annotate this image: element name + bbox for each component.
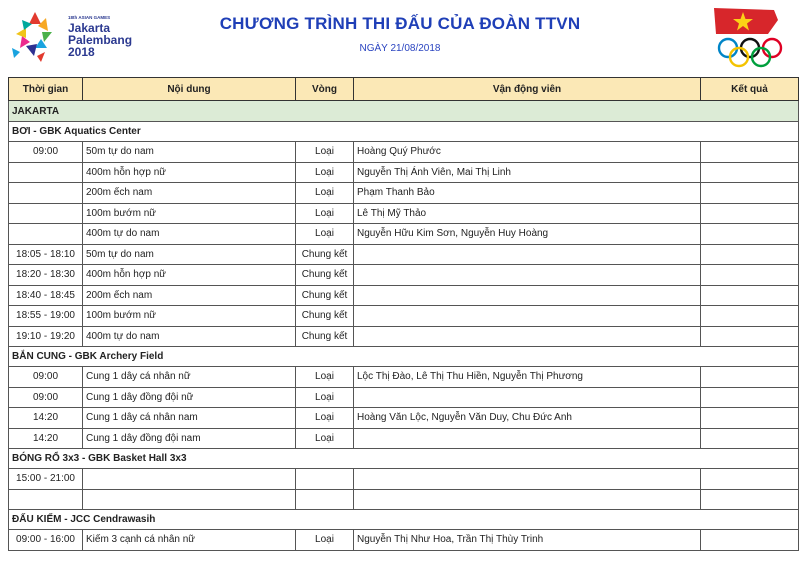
athletes-cell: Lộc Thị Đào, Lê Thị Thu Hiền, Nguyễn Thị Phương — [354, 367, 701, 388]
athletes-cell — [354, 428, 701, 449]
table-row — [9, 469, 799, 490]
event-cell: 400m hỗn hợp nữ — [83, 162, 296, 183]
logo-line1: Jakarta — [68, 21, 111, 35]
time-cell: 18:40 - 18:45 — [9, 285, 83, 306]
venue-row — [9, 510, 799, 530]
result-cell — [701, 162, 799, 183]
col-header-round: Vòng — [296, 78, 354, 101]
table-row — [9, 265, 799, 286]
athletes-cell: Hoàng Văn Lộc, Nguyễn Văn Duy, Chu Đức Anh — [354, 408, 701, 429]
logo-line2: Palembang — [68, 33, 133, 47]
table-row — [9, 224, 799, 245]
time-cell — [9, 203, 83, 224]
round-cell: Chung kết — [296, 285, 354, 306]
event-cell: 200m ếch nam — [83, 285, 296, 306]
table-row — [9, 326, 799, 347]
athletes-cell: Lê Thị Mỹ Thảo — [354, 203, 701, 224]
event-cell: Cung 1 dây cá nhân nữ — [83, 367, 296, 388]
round-cell: Loại — [296, 203, 354, 224]
time-cell — [9, 224, 83, 245]
event-cell: Cung 1 dây đồng đội nam — [83, 428, 296, 449]
time-cell: 18:55 - 19:00 — [9, 306, 83, 327]
table-row — [9, 162, 799, 183]
time-cell: 14:20 — [9, 428, 83, 449]
venue-row — [9, 449, 799, 469]
event-cell: 400m tự do nam — [83, 224, 296, 245]
result-cell — [701, 530, 799, 551]
vietnam-olympic-emblem — [708, 4, 792, 70]
result-cell — [701, 408, 799, 429]
asian-games-emblem-icon — [12, 12, 52, 62]
athletes-cell — [354, 469, 701, 490]
athletes-cell: Hoàng Quý Phước — [354, 142, 701, 163]
page-date: NGÀY 21/08/2018 — [359, 43, 441, 54]
round-cell — [296, 489, 354, 510]
athletes-cell — [354, 326, 701, 347]
table-row — [9, 244, 799, 265]
venue-row — [9, 122, 799, 142]
round-cell: Loại — [296, 428, 354, 449]
page-title: CHƯƠNG TRÌNH THI ĐẤU CỦA ĐOÀN TTVN — [219, 14, 581, 33]
round-cell: Chung kết — [296, 265, 354, 286]
athletes-cell: Nguyễn Thị Ánh Viên, Mai Thị Linh — [354, 162, 701, 183]
event-cell: Cung 1 dây cá nhân nam — [83, 408, 296, 429]
table-row — [9, 489, 799, 510]
table-row — [9, 142, 799, 163]
time-cell: 09:00 — [9, 387, 83, 408]
result-cell — [701, 326, 799, 347]
city-label: JAKARTA — [9, 101, 799, 122]
result-cell — [701, 469, 799, 490]
result-cell — [701, 285, 799, 306]
event-cell: 100m bướm nữ — [83, 306, 296, 327]
round-cell: Loại — [296, 530, 354, 551]
time-cell: 19:10 - 19:20 — [9, 326, 83, 347]
result-cell — [701, 183, 799, 204]
event-cell: 50m tự do nam — [83, 244, 296, 265]
venue-label: BƠI - GBK Aquatics Center — [9, 122, 799, 142]
asian-games-logo — [10, 8, 140, 64]
result-cell — [701, 244, 799, 265]
col-header-athletes: Vận động viên — [354, 78, 701, 101]
time-cell — [9, 183, 83, 204]
event-cell: 400m tự do nam — [83, 326, 296, 347]
time-cell: 15:00 - 21:00 — [9, 469, 83, 490]
col-header-result: Kết quả — [701, 78, 799, 101]
table-row — [9, 367, 799, 388]
col-header-time: Thời gian — [9, 78, 83, 101]
vietnam-flag-icon — [714, 8, 778, 34]
time-cell: 09:00 — [9, 367, 83, 388]
athletes-cell — [354, 489, 701, 510]
event-cell: Kiếm 3 cạnh cá nhân nữ — [83, 530, 296, 551]
result-cell — [701, 387, 799, 408]
result-cell — [701, 306, 799, 327]
logo-small-text: 18th ASIAN GAMES — [68, 15, 111, 20]
table-row — [9, 408, 799, 429]
result-cell — [701, 265, 799, 286]
athletes-cell: Nguyễn Thị Như Hoa, Trần Thị Thùy Trinh — [354, 530, 701, 551]
time-cell: 09:00 — [9, 142, 83, 163]
time-cell — [9, 162, 83, 183]
table-row — [9, 203, 799, 224]
round-cell: Loại — [296, 162, 354, 183]
col-header-event: Nội dung — [83, 78, 296, 101]
round-cell: Loại — [296, 408, 354, 429]
table-row — [9, 183, 799, 204]
time-cell — [9, 489, 83, 510]
time-cell: 09:00 - 16:00 — [9, 530, 83, 551]
round-cell: Chung kết — [296, 244, 354, 265]
athletes-cell: Nguyễn Hữu Kim Sơn, Nguyễn Huy Hoàng — [354, 224, 701, 245]
time-cell: 14:20 — [9, 408, 83, 429]
round-cell: Loại — [296, 224, 354, 245]
schedule-body — [9, 101, 799, 551]
event-cell — [83, 489, 296, 510]
event-cell: 50m tự do nam — [83, 142, 296, 163]
athletes-cell — [354, 265, 701, 286]
athletes-cell — [354, 387, 701, 408]
time-cell: 18:20 - 18:30 — [9, 265, 83, 286]
city-row — [9, 101, 799, 122]
result-cell — [701, 428, 799, 449]
table-row — [9, 428, 799, 449]
result-cell — [701, 489, 799, 510]
round-cell: Loại — [296, 142, 354, 163]
schedule-table — [8, 77, 799, 551]
table-row — [9, 306, 799, 327]
result-cell — [701, 142, 799, 163]
result-cell — [701, 224, 799, 245]
table-row — [9, 285, 799, 306]
time-cell: 18:05 - 18:10 — [9, 244, 83, 265]
olympic-rings-icon — [719, 39, 781, 66]
event-cell: Cung 1 dây đồng đội nữ — [83, 387, 296, 408]
athletes-cell — [354, 244, 701, 265]
round-cell: Loại — [296, 183, 354, 204]
athletes-cell: Phạm Thanh Bảo — [354, 183, 701, 204]
logo-line3: 2018 — [68, 45, 95, 59]
event-cell: 400m hỗn hợp nữ — [83, 265, 296, 286]
venue-row — [9, 347, 799, 367]
venue-label: ĐẤU KIẾM - JCC Cendrawasih — [9, 510, 799, 530]
table-row — [9, 530, 799, 551]
round-cell: Loại — [296, 367, 354, 388]
event-cell — [83, 469, 296, 490]
event-cell: 200m ếch nam — [83, 183, 296, 204]
result-cell — [701, 203, 799, 224]
table-row — [9, 387, 799, 408]
event-cell: 100m bướm nữ — [83, 203, 296, 224]
athletes-cell — [354, 306, 701, 327]
venue-label: BẮN CUNG - GBK Archery Field — [9, 347, 799, 367]
round-cell — [296, 469, 354, 490]
round-cell: Chung kết — [296, 306, 354, 327]
table-header-row — [9, 78, 799, 101]
athletes-cell — [354, 285, 701, 306]
venue-label: BÓNG RỔ 3x3 - GBK Basket Hall 3x3 — [9, 449, 799, 469]
round-cell: Loại — [296, 387, 354, 408]
result-cell — [701, 367, 799, 388]
round-cell: Chung kết — [296, 326, 354, 347]
